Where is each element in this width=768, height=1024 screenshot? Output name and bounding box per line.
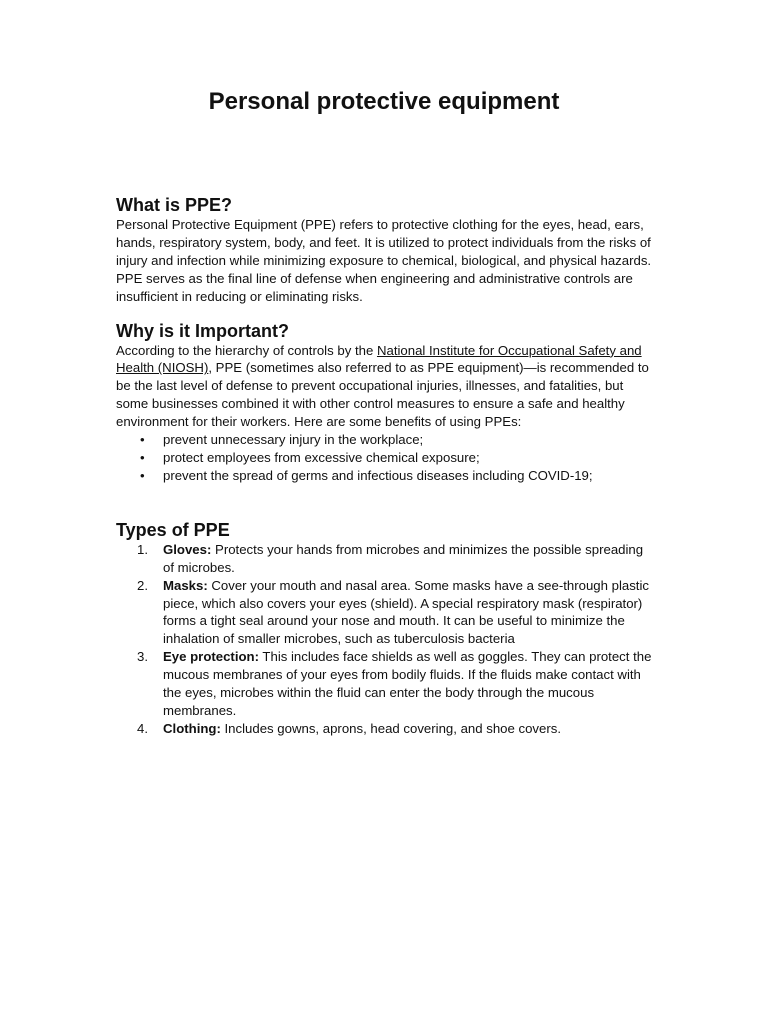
list-item (116, 541, 656, 577)
intro-text-after-link: , PPE (sometimes also referred to as PPE equipment)—is recommended to be the last level of defense to prevent occupational injuries, illnesses, and fatalities, but some businesses combined it with other control measures to ensure a safe and healthy environment for their workers. Here are some benefits of using PPEs: (116, 360, 649, 430)
list-number: 4. (137, 720, 148, 736)
item-text: Protects your hands from microbes and minimizes the possible spreading of microbes. (163, 541, 644, 575)
section-heading-types-of-ppe: Types of PPE (116, 519, 230, 540)
list-item-text: protect employees from excessive chemical exposure; (163, 449, 480, 465)
bullet-icon: • (140, 467, 145, 483)
item-text: Cover your mouth and nasal area. Some masks have a see-through plastic piece, which also covers your eyes (shield). A special respiratory mask (respirator) forms a tight seal around your nose and mouth. It can be useful to minimize the inhalation of smaller microbes, such as tuberculosis bacteria (163, 577, 649, 647)
bullet-icon: • (140, 449, 145, 465)
section-heading-why-important: Why is it Important? (116, 320, 289, 341)
list-item (116, 431, 656, 449)
list-item (116, 577, 656, 649)
list-number: 3. (137, 649, 148, 665)
list-number: 2. (137, 577, 148, 593)
list-number: 1. (137, 541, 148, 557)
item-label: Clothing: (163, 720, 221, 736)
list-item (116, 720, 656, 738)
item-text: Includes gowns, aprons, head covering, and shoe covers. (220, 720, 562, 736)
item-text: This includes face shields as well as goggles. They can protect the mucous membranes of your eyes from bodily fluids. If the fluids make contact with the eyes, microbes within the fluid can enter the body through the mucous membranes. (163, 649, 652, 718)
spacer (116, 306, 656, 320)
benefits-list (116, 431, 656, 485)
bullet-icon: • (140, 432, 145, 448)
list-item-text: prevent the spread of germs and infectious diseases including COVID-19; (163, 467, 593, 483)
section-body-why-important (116, 342, 656, 432)
document-content (116, 194, 656, 738)
section-body-what-is-ppe: Personal Protective Equipment (PPE) refers to protective clothing for the eyes, head, ears, hands, respiratory system, body, and feet. It is utilized to protect individuals from the risks of injury and infection while minimizing exposure to chemical, biological, and physical hazards. PPE serves as the final line of defense when engineering and administrative controls are insufficient in reducing or eliminating risks. (116, 217, 652, 304)
item-label: Eye protection: (163, 649, 259, 665)
list-item-text: prevent unnecessary injury in the workplace; (163, 432, 424, 448)
list-item (116, 467, 656, 485)
item-label: Gloves: (163, 541, 212, 557)
page-title: Personal protective equipment (208, 88, 560, 115)
list-item (116, 449, 656, 467)
item-label: Masks: (163, 577, 208, 593)
niosh-link[interactable]: National Institute for Occupational Safety and Health (NIOSH) (116, 342, 642, 376)
types-list (116, 541, 656, 738)
spacer (116, 485, 656, 519)
section-heading-what-is-ppe: What is PPE? (116, 195, 233, 215)
list-item (116, 648, 656, 720)
intro-text-before-link: According to the hierarchy of controls by the (116, 342, 377, 358)
